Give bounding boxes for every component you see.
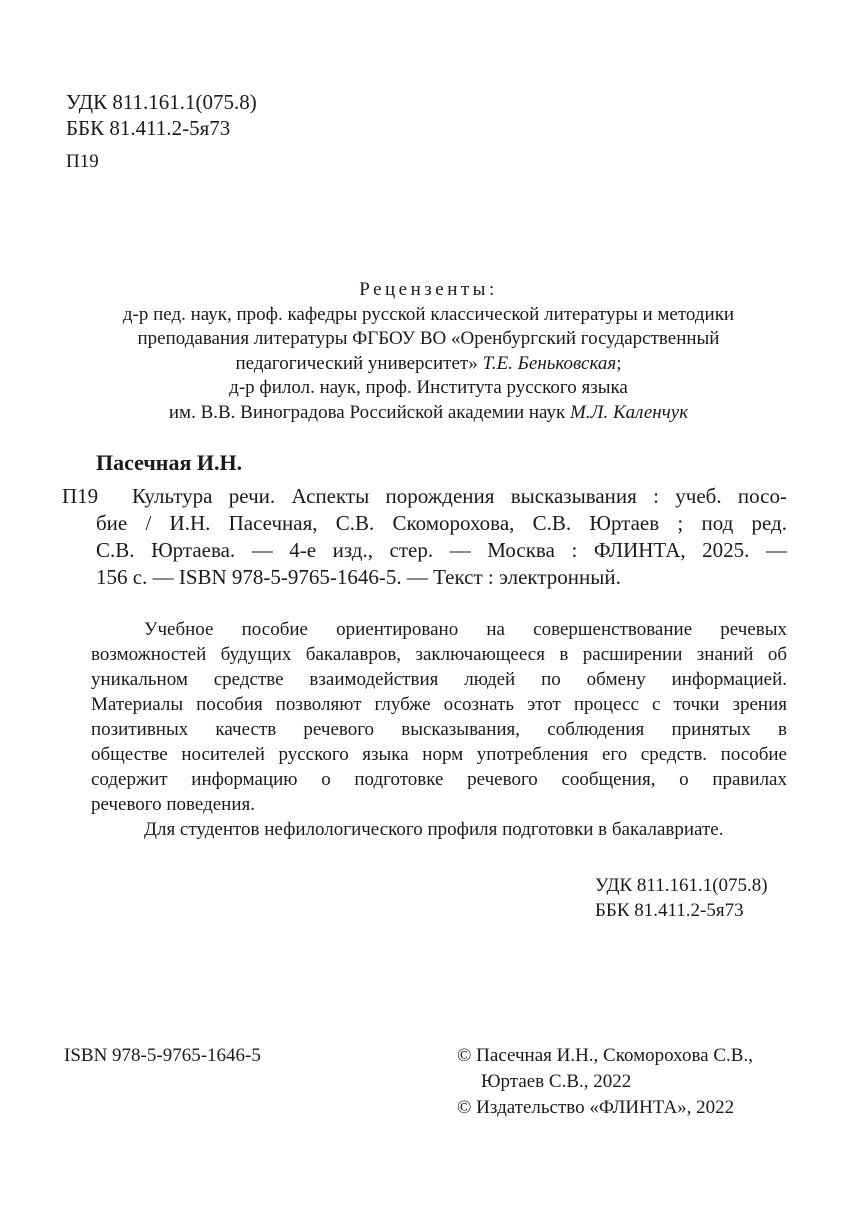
annotation (91, 617, 787, 842)
reviewer1-separator: ; (616, 352, 622, 374)
annotation-line: возможностей будущих бакалавров, заключающееся в расширении знаний об (91, 644, 787, 665)
top-classification-codes (66, 89, 257, 141)
copyright-authors-cont: Юртаев С.В., 2022 (481, 1071, 632, 1092)
udk-code-top: УДК 811.161.1(075.8) (66, 90, 257, 114)
bib-line: бие / И.Н. Пасечная, С.В. Скоморохова, С.В. Юртаев ; под ред. (96, 511, 787, 535)
reviewer1-name: Т.Е. Беньковская (482, 352, 617, 374)
annotation-audience: Для студентов нефилологического профиля подготовки в бакалавриате. (144, 819, 724, 840)
bib-line: С.В. Юртаева. — 4-е изд., стер. — Москва : ФЛИНТА, 2025. — (96, 538, 787, 562)
bbk-code-top: ББК 81.411.2-5я73 (66, 116, 231, 140)
author-mark-top: П19 (66, 151, 99, 172)
reviewer1-line1: д-р пед. наук, проф. кафедры русской классической литературы и методики (122, 303, 735, 325)
reviewer2-name: М.Л. Каленчук (570, 401, 689, 423)
author-mark: П19 (62, 484, 99, 508)
annotation-line: Материалы пособия позволяют глубже осознать этот процесс с точки зрения (91, 694, 787, 715)
author-heading: Пасечная И.Н. (96, 450, 243, 475)
annotation-line: речевого поведения. (91, 794, 255, 815)
annotation-line: Учебное пособие ориентировано на совершенствование речевых (144, 619, 787, 640)
udk-code-bottom: УДК 811.161.1(075.8) (595, 875, 768, 896)
annotation-line: позитивных качеств речевого высказывания, соблюдения принятых в (91, 719, 787, 740)
reviewer1-line2: преподавания литературы ФГБОУ ВО «Оренбургский государственный (137, 328, 720, 349)
reviewer2-affiliation: им. В.В. Виноградова Российской академии наук (168, 401, 566, 423)
bibliographic-description (96, 483, 787, 591)
bib-line: 156 с. — ISBN 978-5-9765-1646-5. — Текст : электронный. (96, 565, 621, 589)
reviewer1-affiliation-end: педагогический университет» (235, 352, 478, 374)
copyright-authors: © Пасечная И.Н., Скоморохова С.В., (457, 1045, 753, 1066)
bottom-classification-codes (595, 873, 768, 923)
reviewer2-line1: д-р филол. наук, проф. Института русского языка (229, 377, 628, 398)
bib-line: Культура речи. Аспекты порождения высказывания : учеб. посо- (132, 484, 787, 508)
reviewer2-line2 (40, 401, 817, 426)
copyright-publisher: © Издательство «ФЛИНТА», 2022 (457, 1097, 735, 1118)
isbn: ISBN 978-5-9765-1646-5 (64, 1045, 261, 1066)
annotation-line: обществе носителей русского языка норм употребления его средств. пособие (91, 744, 787, 765)
reviewers-block (40, 278, 817, 425)
annotation-line: уникальном средстве взаимодействия людей по обмену информацией. (91, 669, 787, 690)
copyright-block (457, 1043, 753, 1121)
annotation-line: содержит информацию о подготовке речевого сообщения, о правилах (91, 769, 787, 790)
reviewer1-line3 (40, 352, 817, 377)
reviewers-heading: Рецензенты: (359, 279, 498, 300)
bbk-code-bottom: ББК 81.411.2-5я73 (595, 900, 744, 921)
